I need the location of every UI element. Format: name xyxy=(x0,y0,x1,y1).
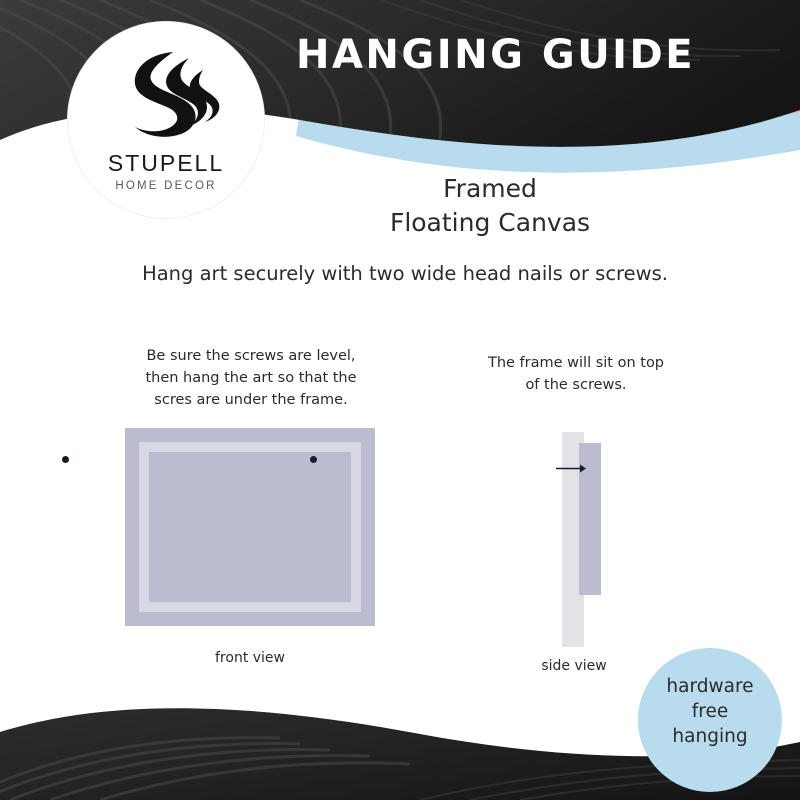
product-type-line-2: Floating Canvas xyxy=(389,208,591,237)
side-view-label: side view xyxy=(541,658,607,674)
side-view-caption-line-2: of the screws. xyxy=(525,377,627,393)
product-type-line-1: Framed xyxy=(443,174,537,203)
brand-subtitle: HOME DECOR xyxy=(115,180,217,192)
screw-arrow-icon xyxy=(556,458,586,467)
front-view-label: front view xyxy=(215,650,285,666)
front-diagram-canvas xyxy=(149,452,351,602)
front-view-caption-line-1: Be sure the screws are level, xyxy=(146,348,356,364)
badge-line-1: hardware xyxy=(666,676,754,697)
badge-line-3: hanging xyxy=(672,726,748,747)
screw-dot-right-icon xyxy=(310,456,317,463)
brand-name: STUPELL xyxy=(107,150,225,176)
page-title: HANGING GUIDE xyxy=(296,32,696,78)
main-instruction: Hang art securely with two wide head nails or screws. xyxy=(142,262,668,285)
front-view-caption xyxy=(118,345,384,411)
brand-logo xyxy=(68,22,264,218)
hardware-free-badge xyxy=(638,648,782,792)
front-view-caption-line-2: then hang the art so that the xyxy=(145,370,357,386)
side-view-caption xyxy=(448,352,704,396)
side-view-caption-line-1: The frame will sit on top xyxy=(487,355,665,371)
badge-line-2: free xyxy=(691,701,729,722)
product-type xyxy=(280,172,700,240)
hardware-free-badge-text xyxy=(638,674,782,749)
framed-canvas-front-diagram xyxy=(125,428,375,626)
stupell-swoosh-icon xyxy=(111,48,221,140)
screw-dot-left-icon xyxy=(62,456,69,463)
front-view-caption-line-3: scres are under the frame. xyxy=(154,392,348,408)
